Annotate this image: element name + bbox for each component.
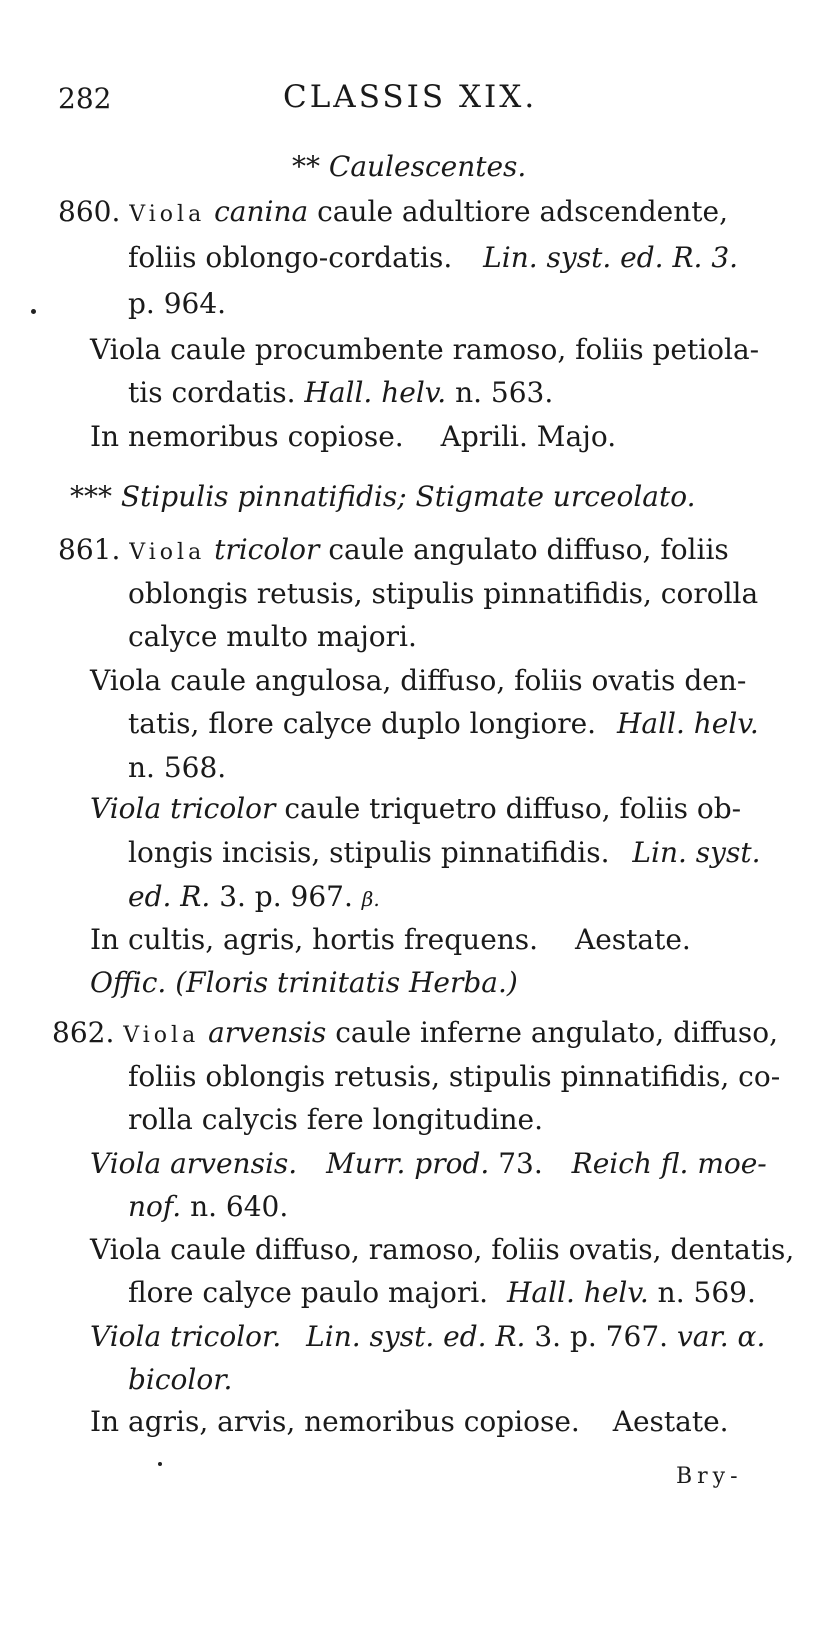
species-name: tricolor — [214, 533, 320, 566]
genus-name: Viola — [129, 202, 206, 227]
synonym-text: longis incisis, stipulis pinnatifidis. — [128, 836, 610, 869]
synonym-text: caule triquetro diffuso, foliis ob- — [284, 792, 742, 825]
reference-number: 3. p. 967. — [219, 880, 353, 913]
entry-861-line2: oblongis retusis, stipulis pinnatifidis, corolla — [128, 577, 759, 610]
description-text: caule inferne angulato, diffuso, — [335, 1016, 779, 1049]
entry-861-habitat-line — [90, 923, 691, 957]
flowering-season: Aestate. — [574, 923, 691, 956]
genus-name: Viola — [129, 540, 206, 565]
entry-861-synonym2-line2 — [128, 836, 761, 870]
ink-speck — [31, 309, 36, 314]
reference-number: n. 569. — [657, 1276, 756, 1309]
reference-number: 73. — [498, 1147, 543, 1180]
entry-861-officinal-line: Offic. (Floris trinitatis Herba.) — [90, 966, 518, 999]
entry-862-synonym1-line2 — [128, 1190, 288, 1224]
entry-862-line3: rolla calycis fere longitudine. — [128, 1103, 543, 1136]
reference: ed. R. — [128, 880, 211, 913]
page-number: 282 — [58, 82, 112, 115]
entry-number: 862. — [52, 1016, 115, 1049]
variety-marker: β. — [361, 887, 380, 911]
reference: Hall. helv. — [506, 1276, 649, 1309]
reference: nof. — [128, 1190, 182, 1223]
genus-name: Viola — [123, 1023, 200, 1048]
entry-number: 861. — [58, 533, 121, 566]
habitat: In nemoribus copiose. — [90, 420, 404, 453]
reference: Lin. syst. ed. R. — [306, 1320, 526, 1353]
running-title: CLASSIS XIX. — [283, 79, 538, 115]
description-text: foliis oblongo-cordatis. — [128, 241, 453, 274]
entry-862-synonym2-line1: Viola caule diffuso, ramoso, foliis ovatis, dentatis, — [90, 1233, 795, 1266]
reference: Lin. syst. — [632, 836, 761, 869]
entry-862-synonym3-line1 — [90, 1320, 765, 1354]
entry-862-synonym2-line2 — [128, 1276, 756, 1310]
entry-860-line3: p. 964. — [128, 287, 227, 320]
reference: Hall. helv. — [304, 376, 447, 409]
reference: Reich fl. moe- — [571, 1147, 767, 1180]
description-text: caule adultiore adscendente, — [317, 195, 728, 228]
section-heading-stipulis: *** Stipulis pinnatifidis; Stigmate urceolato. — [70, 480, 696, 513]
entry-862-synonym3-line2: bicolor. — [128, 1363, 233, 1396]
reference-number: n. 563. — [455, 376, 554, 409]
entry-860-synonym1-line1: Viola caule procumbente ramoso, foliis petiola- — [90, 333, 760, 366]
entry-861-synonym1-line2 — [128, 707, 759, 741]
entry-862-habitat-line — [90, 1405, 729, 1439]
habitat: In agris, arvis, nemoribus copiose. — [90, 1405, 580, 1438]
entry-number: 860. — [58, 195, 121, 228]
entry-861-line3: calyce multo majori. — [128, 620, 417, 653]
ink-speck — [158, 1462, 162, 1466]
synonym-text: tatis, flore calyce duplo longiore. — [128, 707, 597, 740]
reference: Hall. helv. — [616, 707, 759, 740]
reference: Murr. prod. — [326, 1147, 490, 1180]
flowering-season: Aestate. — [612, 1405, 729, 1438]
reference: Lin. syst. ed. R. 3. — [483, 241, 739, 274]
species-name: arvensis — [208, 1016, 327, 1049]
species-name: canina — [214, 195, 309, 228]
entry-861-synonym1-line3: n. 568. — [128, 751, 227, 784]
habitat: In cultis, agris, hortis frequens. — [90, 923, 539, 956]
description-text: caule angulato diffuso, foliis — [328, 533, 729, 566]
entry-861-line1 — [58, 533, 729, 570]
entry-862-synonym1-line1 — [90, 1147, 767, 1181]
entry-860-habitat-line — [90, 420, 616, 454]
variety-marker: var. α. — [676, 1320, 766, 1353]
reference-number: 3. p. 767. — [534, 1320, 669, 1353]
flowering-season: Aprili. Majo. — [440, 420, 617, 453]
reference-number: n. 640. — [190, 1190, 289, 1223]
entry-862-line1 — [52, 1016, 778, 1053]
synonym-name: Viola tricolor. — [90, 1320, 282, 1353]
catchword: Bry- — [676, 1464, 743, 1489]
synonym-text: flore calyce paulo majori. — [128, 1276, 489, 1309]
synonym-text: tis cordatis. — [128, 376, 296, 409]
entry-860-synonym1-line2 — [128, 376, 553, 410]
entry-861-synonym2-line3 — [128, 880, 380, 916]
synonym-name: Viola tricolor — [90, 792, 276, 825]
synonym-name: Viola arvensis. — [90, 1147, 298, 1180]
entry-860-line2 — [128, 241, 738, 275]
entry-860-line1 — [58, 195, 728, 232]
entry-862-line2: foliis oblongis retusis, stipulis pinnatifidis, co- — [128, 1060, 781, 1093]
section-heading-caulescentes: ** Caulescentes. — [292, 150, 527, 183]
entry-861-synonym2-line1 — [90, 792, 741, 826]
entry-861-synonym1-line1: Viola caule angulosa, diffuso, foliis ovatis den- — [90, 664, 747, 697]
